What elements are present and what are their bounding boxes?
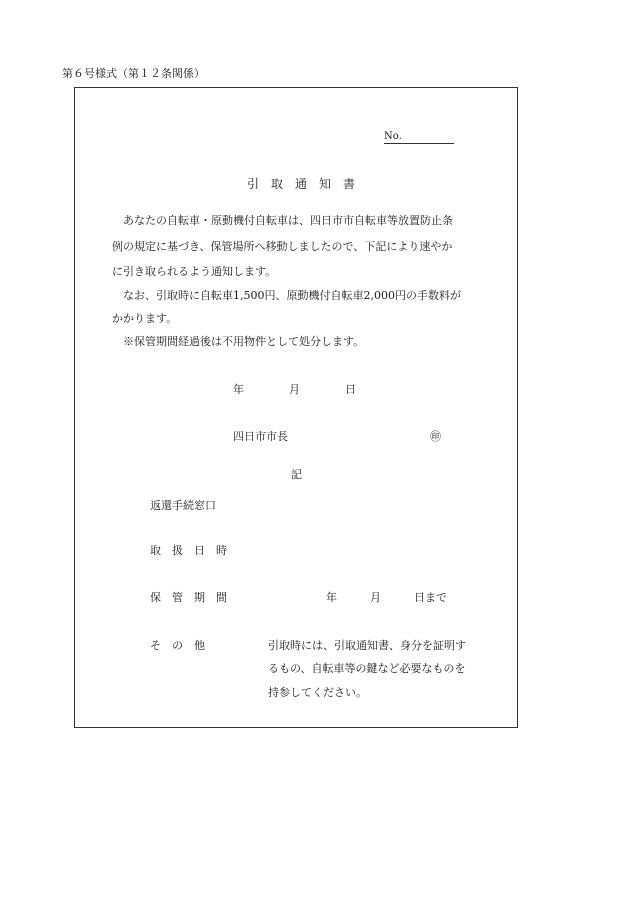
number-field: No. [384,132,454,144]
item-label-return-window: 返還手続窓口 [150,499,216,512]
item-label-handling-datetime: 取 扱 日 時 [150,544,227,557]
body-line: 例の規定に基づき、保管場所へ移動しましたので、下記により速やか [112,240,453,253]
date-year: 年 [233,383,244,396]
body-line: なお、引取時に自転車1,500円、原動機付自転車2,000円の手数料が [112,289,461,302]
body-line: かかります。 [112,312,178,325]
item-value-other-line: 引取時には、引取通知書、身分を証明す [268,639,466,652]
body-line: ※保管期間経過後は不用物件として処分します。 [112,335,365,348]
document-title: 引取通知書 [247,177,368,191]
item-value-other-line: 持参してください。 [268,686,367,699]
form-label: 第６号様式（第１２条関係） [62,67,205,80]
body-line: に引き取られるよう通知します。 [112,265,277,278]
issue-date [233,384,356,395]
body-line: あなたの自転車・原動機付自転車は、四日市市自転車等放置防止条 [112,214,453,227]
item-value-storage-period: 年 月 日まで [326,591,447,604]
item-label-other: そ の 他 [150,639,205,652]
mayor-name: 四日市市長 [233,430,288,443]
ki-heading: 記 [291,468,302,481]
seal-mark: ㊞ [430,430,441,443]
date-month: 月 [289,383,300,396]
date-day: 日 [345,383,356,396]
item-label-storage-period: 保 管 期 間 [150,591,227,604]
item-value-other-line: るもの、自転車等の鍵など必要なものを [268,662,466,675]
